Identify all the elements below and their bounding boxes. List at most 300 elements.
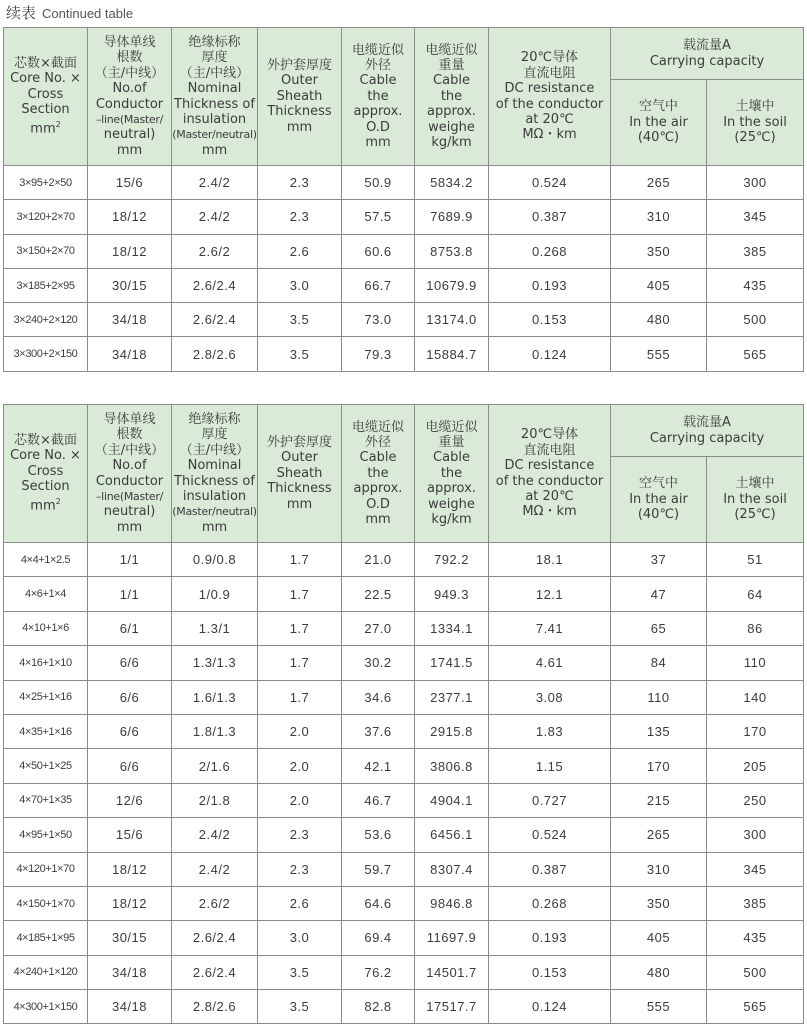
header-line: In the air: [629, 114, 688, 130]
cell-core-section: 4×185+1×95: [4, 921, 88, 955]
header-line: kg/km: [431, 135, 472, 151]
header-line: 空气中: [638, 476, 678, 492]
header-line: No.of: [112, 458, 147, 474]
header-line: 外护套厚度: [266, 57, 332, 73]
header-line: weighe: [428, 496, 475, 512]
cell-insulation: 1.8/1.3: [172, 714, 258, 748]
cell-capacity-air: 170: [611, 749, 707, 783]
header-insulation-thickness: [172, 28, 258, 166]
cell-resistance: 12.1: [489, 577, 611, 611]
header-approx-weight: [415, 28, 489, 166]
cell-conductor-count: 18/12: [88, 200, 172, 234]
cell-insulation: 2.6/2: [172, 234, 258, 268]
cable-spec-table-2: [3, 404, 804, 1024]
header-line: mm: [201, 519, 228, 535]
header-line: Cross: [27, 463, 64, 479]
header-line: In the soil: [723, 491, 787, 507]
header-line: DC resistance: [504, 458, 595, 474]
cell-sheath: 3.5: [258, 990, 342, 1024]
cell-sheath: 3.0: [258, 268, 342, 302]
header-in-soil: [707, 457, 804, 543]
cell-diameter: 57.5: [342, 200, 415, 234]
cell-capacity-air: 135: [611, 714, 707, 748]
cell-diameter: 50.9: [342, 166, 415, 200]
table-row: [4, 990, 804, 1024]
header-line: at 20℃: [525, 111, 574, 127]
unit-text: mm: [30, 498, 56, 514]
header-line: 芯数×截面: [14, 55, 77, 71]
header-in-air: [611, 80, 707, 166]
cell-capacity-air: 84: [611, 646, 707, 680]
cell-conductor-count: 15/6: [88, 818, 172, 852]
cell-core-section: 3×300+2×150: [4, 337, 88, 371]
cell-capacity-air: 310: [611, 200, 707, 234]
header-line: approx.: [353, 104, 403, 120]
cell-core-section: 4×300+1×150: [4, 990, 88, 1024]
header-line: 土壤中: [735, 476, 775, 492]
cell-resistance: 0.387: [489, 200, 611, 234]
cell-sheath: 3.5: [258, 955, 342, 989]
cell-insulation: 2.4/2: [172, 852, 258, 886]
cell-weight: 15884.7: [415, 337, 489, 371]
header-line: （主/中线）: [94, 442, 165, 458]
cell-insulation: 0.9/0.8: [172, 543, 258, 577]
cable-spec-table-1: [3, 27, 804, 372]
cell-sheath: 1.7: [258, 611, 342, 645]
cell-conductor-count: 6/6: [88, 646, 172, 680]
cell-capacity-soil: 250: [707, 783, 804, 817]
header-line: Nominal: [187, 81, 242, 97]
cell-core-section: 3×240+2×120: [4, 303, 88, 337]
header-line: (Master/neutral): [172, 505, 257, 519]
cell-sheath: 2.0: [258, 714, 342, 748]
cell-diameter: 22.5: [342, 577, 415, 611]
cell-conductor-count: 34/18: [88, 955, 172, 989]
cell-sheath: 2.0: [258, 749, 342, 783]
cell-capacity-soil: 435: [707, 268, 804, 302]
cell-weight: 8307.4: [415, 852, 489, 886]
header-line: of the conductor: [495, 96, 604, 112]
cell-conductor-count: 34/18: [88, 337, 172, 371]
header-line: Thickness: [267, 481, 332, 497]
cell-conductor-count: 6/1: [88, 611, 172, 645]
cell-capacity-soil: 64: [707, 577, 804, 611]
header-line: (Master/neutral): [172, 128, 257, 142]
header-line: Cable: [433, 450, 470, 466]
cell-sheath: 2.3: [258, 200, 342, 234]
cell-core-section: 3×185+2×95: [4, 268, 88, 302]
header-line: of the conductor: [495, 473, 604, 489]
table-row: [4, 234, 804, 268]
cell-core-section: 3×95+2×50: [4, 166, 88, 200]
cell-weight: 13174.0: [415, 303, 489, 337]
header-line: 直流电阻: [523, 65, 576, 81]
header-line: 电缆近似: [351, 419, 404, 435]
cell-capacity-air: 480: [611, 303, 707, 337]
cell-core-section: 4×240+1×120: [4, 955, 88, 989]
header-approx-weight: [415, 405, 489, 543]
cell-weight: 2377.1: [415, 680, 489, 714]
cell-diameter: 64.6: [342, 886, 415, 920]
unit-superscript: 2: [55, 120, 61, 130]
header-conductor-count: [88, 405, 172, 543]
header-line: 导体单线: [103, 411, 156, 427]
table-row: [4, 921, 804, 955]
header-outer-diameter: [342, 28, 415, 166]
header-line: Sheath: [276, 465, 323, 481]
header-line: 20℃导体: [520, 427, 579, 443]
cell-resistance: 0.268: [489, 234, 611, 268]
cell-weight: 5834.2: [415, 166, 489, 200]
header-line: Outer: [281, 73, 318, 89]
cell-diameter: 27.0: [342, 611, 415, 645]
cell-diameter: 82.8: [342, 990, 415, 1024]
cell-capacity-air: 215: [611, 783, 707, 817]
cell-capacity-soil: 385: [707, 886, 804, 920]
cell-diameter: 37.6: [342, 714, 415, 748]
cell-core-section: 4×6+1×4: [4, 577, 88, 611]
cell-resistance: 3.08: [489, 680, 611, 714]
page-title: [6, 2, 133, 24]
cell-weight: 9846.8: [415, 886, 489, 920]
cell-capacity-air: 47: [611, 577, 707, 611]
header-line: 根数: [116, 50, 143, 66]
cell-sheath: 2.6: [258, 886, 342, 920]
header-line: the: [440, 465, 463, 481]
cell-sheath: 2.0: [258, 783, 342, 817]
header-line: MΩ・km: [522, 504, 577, 520]
header-core-section: [4, 28, 88, 166]
cell-capacity-soil: 51: [707, 543, 804, 577]
cell-weight: 1741.5: [415, 646, 489, 680]
cell-insulation: 1/0.9: [172, 577, 258, 611]
cell-insulation: 1.3/1.3: [172, 646, 258, 680]
cell-capacity-soil: 110: [707, 646, 804, 680]
cell-capacity-soil: 170: [707, 714, 804, 748]
cell-diameter: 76.2: [342, 955, 415, 989]
header-line: （主/中线）: [179, 65, 250, 81]
cell-conductor-count: 18/12: [88, 234, 172, 268]
cell-weight: 8753.8: [415, 234, 489, 268]
table-row: [4, 886, 804, 920]
cell-conductor-count: 6/6: [88, 714, 172, 748]
header-line: Conductor: [95, 473, 164, 489]
header-carrying-capacity: [611, 28, 804, 80]
header-line: 绝缘标称: [188, 411, 241, 427]
cell-insulation: 2.6/2.4: [172, 921, 258, 955]
cell-resistance: 0.524: [489, 166, 611, 200]
cell-diameter: 30.2: [342, 646, 415, 680]
table-1-body: [4, 166, 804, 372]
cell-resistance: 18.1: [489, 543, 611, 577]
cell-conductor-count: 30/15: [88, 921, 172, 955]
header-line: approx.: [353, 481, 403, 497]
cell-capacity-soil: 140: [707, 680, 804, 714]
cell-conductor-count: 34/18: [88, 990, 172, 1024]
header-line: Cable: [359, 450, 397, 466]
header-line: O.D: [366, 119, 390, 135]
header-line: Carrying capacity: [649, 430, 765, 446]
cell-insulation: 2.6/2.4: [172, 955, 258, 989]
header-line: (40℃): [637, 507, 680, 523]
header-line: Section: [21, 102, 70, 118]
cell-resistance: 0.124: [489, 990, 611, 1024]
cell-sheath: 1.7: [258, 646, 342, 680]
cell-sheath: 3.5: [258, 337, 342, 371]
cell-core-section: 3×150+2×70: [4, 234, 88, 268]
header-dc-resistance: [489, 28, 611, 166]
header-line: Cable: [433, 73, 470, 89]
cell-diameter: 53.6: [342, 818, 415, 852]
cell-insulation: 2.6/2: [172, 886, 258, 920]
cell-capacity-soil: 435: [707, 921, 804, 955]
header-line: Carrying capacity: [649, 53, 765, 69]
header-line: Nominal: [187, 458, 242, 474]
cell-resistance: 0.124: [489, 337, 611, 371]
header-line: MΩ・km: [522, 127, 577, 143]
cell-diameter: 60.6: [342, 234, 415, 268]
table-row: [4, 200, 804, 234]
header-line: DC resistance: [504, 81, 595, 97]
cell-capacity-air: 480: [611, 955, 707, 989]
table-row: [4, 783, 804, 817]
cell-resistance: 0.153: [489, 303, 611, 337]
cell-diameter: 46.7: [342, 783, 415, 817]
header-in-air: [611, 457, 707, 543]
unit-superscript: 2: [55, 497, 61, 507]
cell-resistance: 0.268: [489, 886, 611, 920]
table-row: [4, 303, 804, 337]
header-line: mm: [116, 142, 143, 158]
cell-weight: 4904.1: [415, 783, 489, 817]
cell-core-section: 4×50+1×25: [4, 749, 88, 783]
cell-capacity-air: 265: [611, 166, 707, 200]
cell-sheath: 3.0: [258, 921, 342, 955]
header-line: Thickness of: [174, 473, 255, 489]
cell-capacity-soil: 86: [707, 611, 804, 645]
header-line: Core No. ×: [10, 448, 81, 464]
header-line: Core No. ×: [10, 71, 81, 87]
cell-resistance: 0.193: [489, 921, 611, 955]
cell-sheath: 2.3: [258, 852, 342, 886]
header-line: 直流电阻: [523, 442, 576, 458]
header-line: mm: [201, 142, 228, 158]
header-line: 外护套厚度: [266, 434, 332, 450]
header-line: 根数: [116, 427, 143, 443]
cell-capacity-air: 350: [611, 886, 707, 920]
header-line: approx.: [427, 104, 476, 120]
header-core-section: [4, 405, 88, 543]
cell-conductor-count: 1/1: [88, 577, 172, 611]
header-line: [4, 117, 87, 137]
cell-sheath: 2.3: [258, 818, 342, 852]
cell-capacity-soil: 300: [707, 818, 804, 852]
header-line: In the air: [629, 491, 688, 507]
header-line: mm: [286, 496, 313, 512]
cell-core-section: 4×4+1×2.5: [4, 543, 88, 577]
cell-diameter: 69.4: [342, 921, 415, 955]
cell-conductor-count: 18/12: [88, 886, 172, 920]
header-line: weighe: [428, 119, 475, 135]
cell-weight: 7689.9: [415, 200, 489, 234]
cell-diameter: 73.0: [342, 303, 415, 337]
cell-weight: 1334.1: [415, 611, 489, 645]
cell-conductor-count: 30/15: [88, 268, 172, 302]
cell-insulation: 2.4/2: [172, 166, 258, 200]
cell-core-section: 4×95+1×50: [4, 818, 88, 852]
header-line: Outer: [281, 450, 318, 466]
header-line: mm: [365, 135, 391, 151]
header-line: 外径: [364, 57, 391, 73]
cell-core-section: 4×16+1×10: [4, 646, 88, 680]
cell-insulation: 2.4/2: [172, 818, 258, 852]
cell-core-section: 4×10+1×6: [4, 611, 88, 645]
cell-resistance: 0.153: [489, 955, 611, 989]
cell-core-section: 4×70+1×35: [4, 783, 88, 817]
cell-weight: 2915.8: [415, 714, 489, 748]
title-english: Continued table: [42, 6, 134, 21]
header-line: 电缆近似: [351, 42, 404, 58]
cell-diameter: 21.0: [342, 543, 415, 577]
cell-conductor-count: 34/18: [88, 303, 172, 337]
cell-core-section: 3×120+2×70: [4, 200, 88, 234]
header-line: –line(Master/: [95, 489, 163, 503]
title-chinese: 续表: [6, 4, 37, 22]
header-line: the: [440, 88, 463, 104]
header-line: Sheath: [276, 88, 323, 104]
header-in-soil: [707, 80, 804, 166]
cell-capacity-air: 350: [611, 234, 707, 268]
cell-diameter: 59.7: [342, 852, 415, 886]
header-line: [4, 494, 87, 514]
cell-insulation: 2.4/2: [172, 200, 258, 234]
header-line: insulation: [182, 111, 247, 127]
header-line: insulation: [182, 488, 247, 504]
cell-insulation: 2.6/2.4: [172, 268, 258, 302]
table-row: [4, 714, 804, 748]
header-line: Thickness: [267, 104, 332, 120]
cell-insulation: 2.8/2.6: [172, 337, 258, 371]
table-row: [4, 955, 804, 989]
cell-weight: 11697.9: [415, 921, 489, 955]
cell-resistance: 1.83: [489, 714, 611, 748]
table-row: [4, 337, 804, 371]
cell-capacity-soil: 345: [707, 200, 804, 234]
header-line: Cross: [27, 86, 64, 102]
cell-capacity-soil: 300: [707, 166, 804, 200]
cell-capacity-air: 110: [611, 680, 707, 714]
table-row: [4, 577, 804, 611]
cell-conductor-count: 6/6: [88, 680, 172, 714]
cell-insulation: 1.3/1: [172, 611, 258, 645]
cell-conductor-count: 15/6: [88, 166, 172, 200]
cell-capacity-soil: 500: [707, 303, 804, 337]
cell-capacity-air: 405: [611, 921, 707, 955]
header-line: 导体单线: [103, 34, 156, 50]
cell-capacity-air: 310: [611, 852, 707, 886]
header-line: （主/中线）: [179, 442, 250, 458]
header-line: mm: [116, 519, 143, 535]
header-line: In the soil: [723, 114, 787, 130]
cell-sheath: 1.7: [258, 680, 342, 714]
cell-capacity-air: 37: [611, 543, 707, 577]
table-row: [4, 166, 804, 200]
cell-weight: 10679.9: [415, 268, 489, 302]
header-line: 电缆近似: [425, 419, 478, 435]
cell-capacity-air: 555: [611, 337, 707, 371]
header-line: (25℃): [734, 130, 776, 146]
cell-conductor-count: 12/6: [88, 783, 172, 817]
cell-capacity-soil: 500: [707, 955, 804, 989]
cell-weight: 792.2: [415, 543, 489, 577]
header-line: 外径: [364, 434, 391, 450]
cell-sheath: 1.7: [258, 577, 342, 611]
header-line: 载流量A: [683, 38, 731, 54]
cell-core-section: 4×25+1×16: [4, 680, 88, 714]
header-line: 厚度: [201, 427, 228, 443]
header-line: （主/中线）: [94, 65, 165, 81]
header-line: mm: [365, 512, 391, 528]
cell-insulation: 1.6/1.3: [172, 680, 258, 714]
cell-core-section: 4×150+1×70: [4, 886, 88, 920]
cell-capacity-air: 555: [611, 990, 707, 1024]
cell-core-section: 4×120+1×70: [4, 852, 88, 886]
cell-diameter: 66.7: [342, 268, 415, 302]
cell-resistance: 4.61: [489, 646, 611, 680]
header-line: Conductor: [95, 96, 164, 112]
cell-insulation: 2.8/2.6: [172, 990, 258, 1024]
cell-insulation: 2/1.8: [172, 783, 258, 817]
cell-resistance: 1.15: [489, 749, 611, 783]
cell-diameter: 42.1: [342, 749, 415, 783]
header-line: the: [367, 465, 389, 481]
table-2-body: [4, 543, 804, 1024]
unit-text: mm: [30, 121, 56, 137]
header-line: neutral): [103, 127, 156, 143]
header-line: –line(Master/: [95, 112, 163, 126]
header-line: at 20℃: [525, 488, 574, 504]
cell-conductor-count: 18/12: [88, 852, 172, 886]
cell-capacity-soil: 345: [707, 852, 804, 886]
cell-conductor-count: 6/6: [88, 749, 172, 783]
cell-sheath: 3.5: [258, 303, 342, 337]
header-line: 载流量A: [683, 415, 731, 431]
cell-capacity-soil: 565: [707, 337, 804, 371]
table-row: [4, 749, 804, 783]
cell-sheath: 2.3: [258, 166, 342, 200]
header-line: Cable: [359, 73, 397, 89]
header-line: 芯数×截面: [14, 432, 77, 448]
header-line: 空气中: [638, 99, 678, 115]
header-sheath-thickness: [258, 405, 342, 543]
cell-insulation: 2.6/2.4: [172, 303, 258, 337]
header-line: O.D: [366, 496, 390, 512]
header-line: Thickness of: [174, 96, 255, 112]
header-line: 土壤中: [735, 99, 775, 115]
table-row: [4, 818, 804, 852]
header-line: mm: [286, 119, 313, 135]
header-line: 电缆近似: [425, 42, 478, 58]
cell-capacity-air: 265: [611, 818, 707, 852]
cell-sheath: 1.7: [258, 543, 342, 577]
header-line: 绝缘标称: [188, 34, 241, 50]
cell-resistance: 0.727: [489, 783, 611, 817]
header-line: 20℃导体: [520, 50, 579, 66]
header-line: 重量: [438, 57, 465, 73]
header-line: Section: [21, 479, 70, 495]
table-row: [4, 268, 804, 302]
cell-resistance: 0.387: [489, 852, 611, 886]
